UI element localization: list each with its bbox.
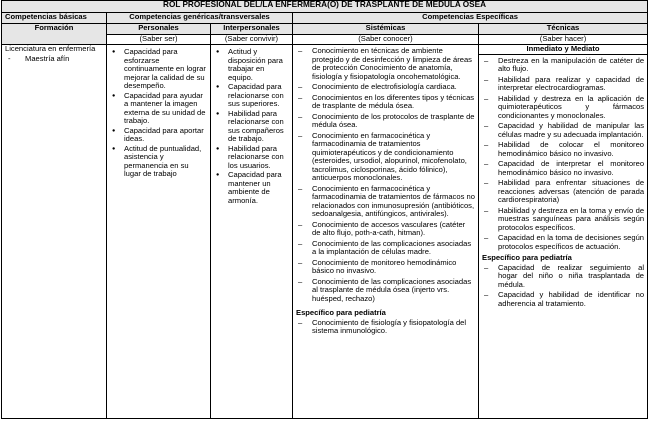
tecnicas-inner-title: Inmediato y Mediato (479, 45, 647, 55)
header-interpersonales: Interpersonales (211, 24, 293, 35)
header-competencias-genericas: Competencias genéricas/transversales (107, 13, 293, 24)
sistemicas-pediatria-item: – Conocimiento de fisiología y fisiopatología del sistema inmunológico. (296, 319, 475, 336)
tecnicas-pediatria-title: Específico para pediatría (482, 253, 572, 262)
saber-hacer: (Saber hacer) (479, 35, 648, 45)
tecnicas-item: – Habilidad para enfrentar situaciones de reacciones adversas (atención de parada cardiorespiratoria) (482, 179, 644, 205)
sistemicas-item: – Conocimiento en farmacocinética y farmacodinamia de tratamientos de fármacos no relacionados con inmunosupresión (antibióticos, sedoanalgesia, antifúngicos, antivirales). (296, 185, 475, 219)
tecnicas-item: – Destreza en la manipulación de catéter de alto flujo. (482, 57, 644, 74)
sistemicas-item: – Conocimiento de electrofisiología cardiaca. (296, 83, 475, 92)
saber-convivir: (Saber convivir) (211, 35, 293, 45)
interpersonales-cell (211, 45, 293, 419)
interpersonales-item: ● Capacidad para relacionarse con sus superiores. (214, 83, 289, 109)
tecnicas-item: – Habilidad para realizar y capacidad de interpretar electrocardiogramas. (482, 76, 644, 93)
sistemicas-cell (293, 45, 479, 419)
sistemicas-item: – Conocimiento de accesos vasculares (catéter de alto flujo, poth-a-cath, hitman). (296, 221, 475, 238)
header-tecnicas: Técnicas (479, 24, 648, 35)
formacion-cell (2, 45, 107, 419)
personales-item: ● Capacidad para ayudar a mantener la imagen externa de su unidad de trabajo. (110, 92, 207, 126)
tecnicas-item: – Habilidad de colocar el monitoreo hemodinámico básico no invasivo. (482, 141, 644, 158)
sistemicas-item: – Conocimiento en farmacocinética y farmacodinamia de tratamientos quimioterapéuticos y de condicionamiento (esteroides, ursodiol, alopurinol, micofenolato, tacrolimus, ciclosporinas, ácido fólinico), anticuerpos monoclonales. (296, 132, 475, 183)
tecnicas-cell (479, 45, 648, 419)
interpersonales-item: ● Actitud y disposición para trabajar en equipo. (214, 48, 289, 82)
tecnicas-pediatria-item: – Capacidad de realizar seguimiento al hogar del niño o niña trasplantada de médula. (482, 264, 644, 290)
interpersonales-item: ● Habilidad para relacionarse con los usuarios. (214, 145, 289, 171)
sistemicas-pediatria-title: Específico para pediatría (296, 308, 386, 317)
header-formacion: Formación (2, 24, 107, 45)
header-personales: Personales (107, 24, 211, 35)
tecnicas-item: – Capacidad de interpretar el monitoreo hemodinámico básico no invasivo. (482, 160, 644, 177)
header-competencias-basicas: Competencias básicas (2, 13, 107, 24)
sistemicas-item: – Conocimiento de las complicaciones asociadas al trasplante de médula ósea (injerto vrs. huésped, rechazo) (296, 278, 475, 304)
saber-conocer: (Saber conocer) (293, 35, 479, 45)
tecnicas-item: – Habilidad y destreza en la toma y envío de muestras sanguíneas para análisis según protocolos específicos. (482, 207, 644, 233)
interpersonales-item: ● Capacidad para mantener un ambiente de armonía. (214, 171, 289, 205)
personales-item: ● Capacidad para esforzarse continuamente en lograr mejorar la calidad de su desempeño. (110, 48, 207, 91)
formacion-main: Licenciatura en enfermería (5, 44, 96, 53)
competencias-table (1, 0, 648, 419)
tecnicas-item: – Capacidad y habilidad de manipular las células madre y su adecuada implantación. (482, 122, 644, 139)
sistemicas-item: – Conocimientos en los diferentes tipos y técnicas de trasplante de médula ósea. (296, 94, 475, 111)
personales-cell (107, 45, 211, 419)
sistemicas-item: – Conocimiento de los protocolos de trasplante de médula ósea. (296, 113, 475, 130)
sistemicas-item: – Conocimiento de monitoreo hemodinámico básico no invasivo. (296, 259, 475, 276)
page-title: ROL PROFESIONAL DEL/LA ENFERMERA(O) DE TRASPLANTE DE MEDULA OSEA (2, 1, 648, 13)
personales-item: ● Actitud de puntualidad, asistencia y permanencia en su lugar de trabajo (110, 145, 207, 179)
tecnicas-item: – Habilidad y destreza en la aplicación de quimioterapéuticos y fármacos condicionantes y monoclonales. (482, 95, 644, 121)
personales-item: ● Capacidad para aportar ideas. (110, 127, 207, 144)
saber-ser: (Saber ser) (107, 35, 211, 45)
header-sistemicas: Sistémicas (293, 24, 479, 35)
sistemicas-item: – Conocimiento en técnicas de ambiente protegido y de desinfección y limpieza de áreas de protección Conocimiento de anatomía, fisiología y fisiopatología oncohematológica. (296, 47, 475, 81)
tecnicas-pediatria-item: – Capacidad y habilidad de identificar no adherencia al tratamiento. (482, 291, 644, 308)
tecnicas-item: – Capacidad en la toma de decisiones según protocolos específicos de actuación. (482, 234, 644, 251)
sistemicas-item: – Conocimiento de las complicaciones asociadas a la implantación de células madre. (296, 240, 475, 257)
header-competencias-especificas: Competencias Específicas (293, 13, 648, 24)
interpersonales-item: ● Habilidad para relacionarse con sus compañeros de trabajo. (214, 110, 289, 144)
formacion-item: - Maestría afín (5, 55, 103, 64)
